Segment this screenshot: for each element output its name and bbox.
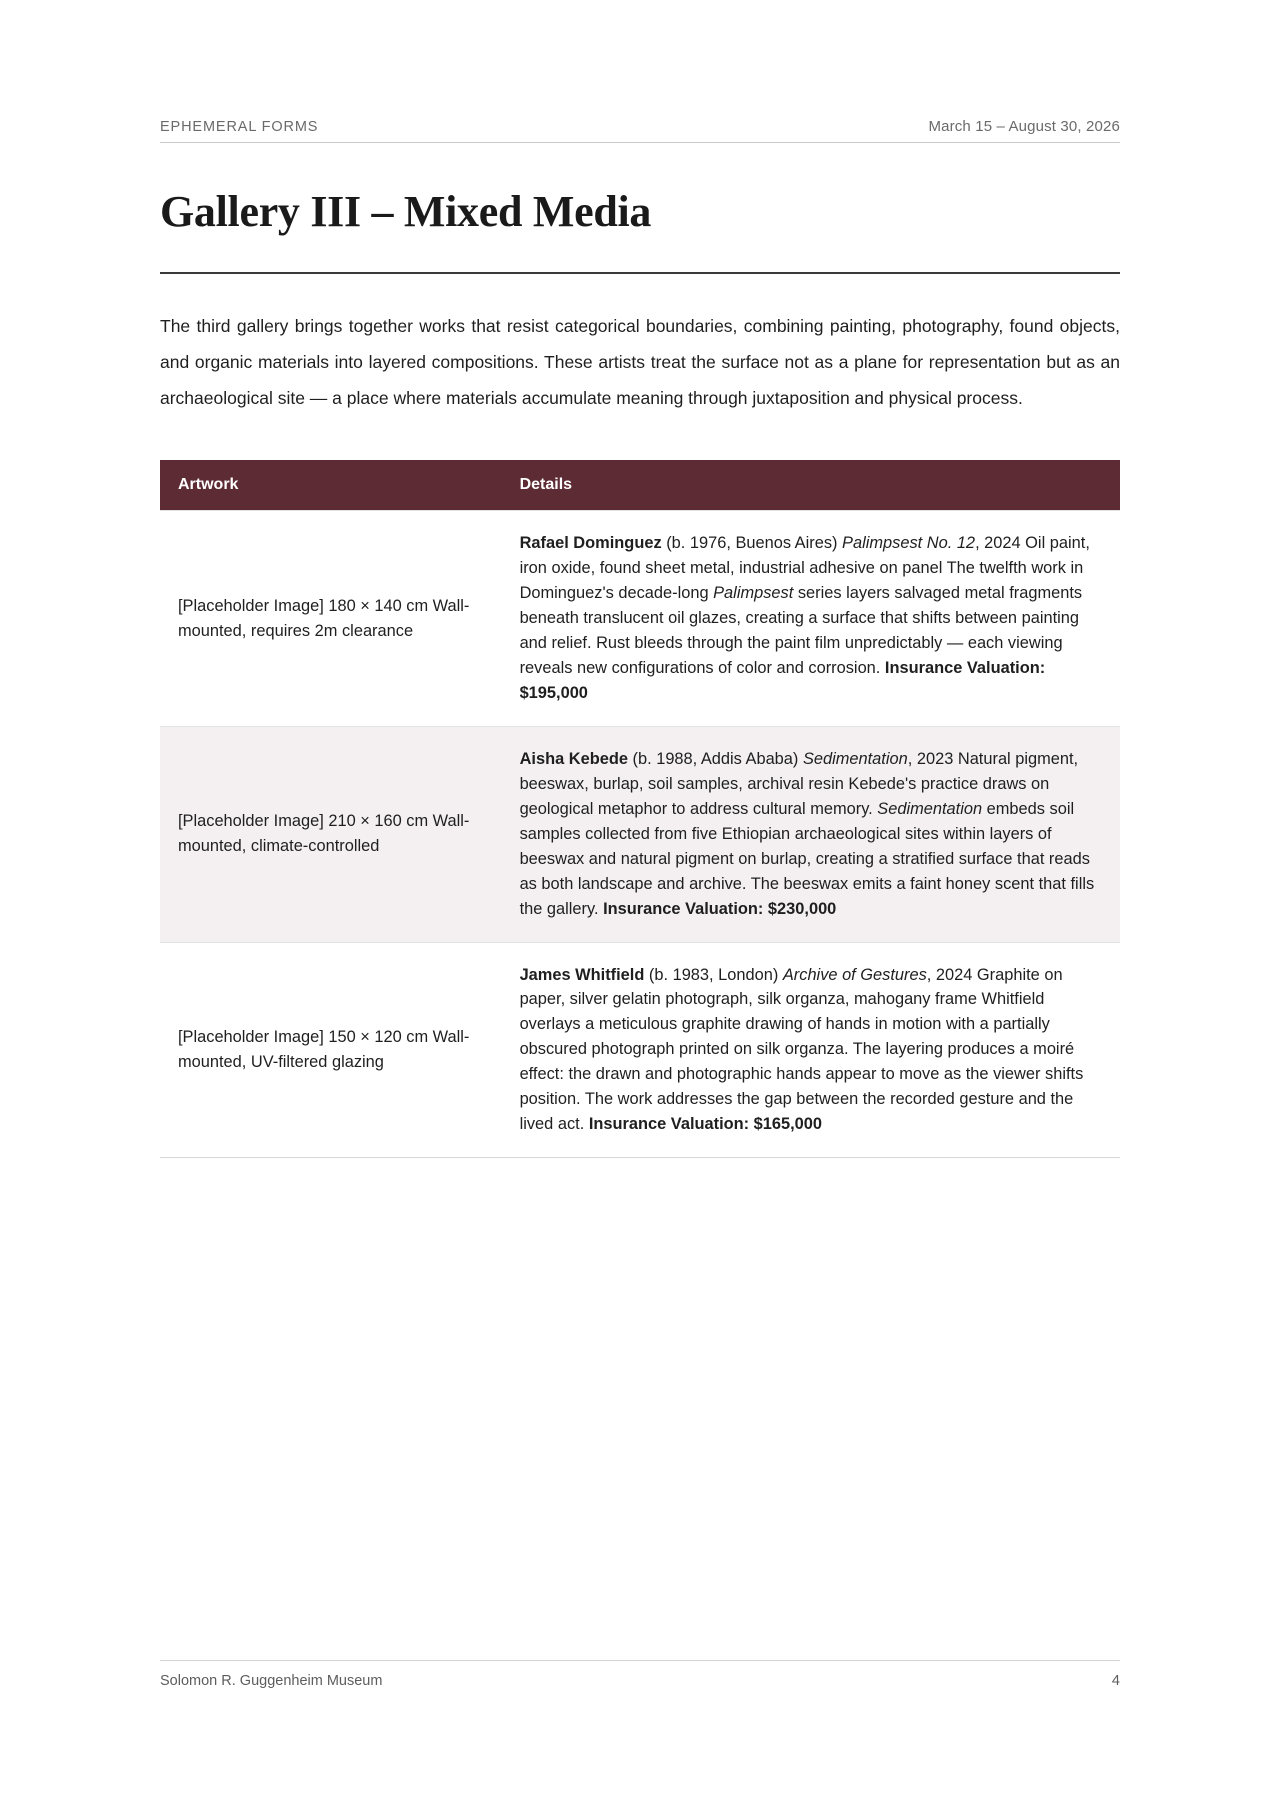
artist-birth: (b. 1983, London) xyxy=(644,965,783,984)
artwork-cell: [Placeholder Image] 150 × 120 cm Wall-mounted, UV-filtered glazing xyxy=(160,942,502,1158)
work-year-media: , 2024 Graphite on paper, silver gelatin photograph, silk organza, mahogany frame Whitfield overlays a meticulous graphite drawing of hands in motion with a partially obscured photograph printed on silk organza. The layering produces a moiré effect: the drawn and photographic hands appear to move as the viewer shifts position. The work addresses the gap between the recorded gesture and the lived act. xyxy=(519,965,1084,1134)
intro-paragraph: The third gallery brings together works that resist categorical boundaries, combining painting, photography, found objects, and organic materials into layered compositions. These artists treat the surface not as a plane for representation but as an archaeological site — a place where materials accumulate meaning through juxtaposition and physical process. xyxy=(160,316,1120,409)
page-content xyxy=(160,0,1120,1158)
table-row xyxy=(160,511,1120,727)
artwork-cell: [Placeholder Image] 180 × 140 cm Wall-mounted, requires 2m clearance xyxy=(160,511,502,727)
artwork-table xyxy=(160,460,1120,1158)
artist-name: Aisha Kebede xyxy=(519,749,628,768)
table-row xyxy=(160,942,1120,1158)
work-title: Archive of Gestures xyxy=(782,965,927,984)
artist-birth: (b. 1988, Addis Ababa) xyxy=(627,749,803,768)
footer-institution: Solomon R. Guggenheim Museum xyxy=(160,1673,383,1689)
table-head xyxy=(160,460,1120,511)
insurance-valuation: Insurance Valuation: $165,000 xyxy=(588,1115,823,1134)
column-header-artwork: Artwork xyxy=(160,460,502,511)
artist-birth: (b. 1976, Buenos Aires) xyxy=(661,534,843,553)
page-title: Gallery III – Mixed Media xyxy=(160,187,652,236)
work-description: embeds soil samples collected from five Ethiopian archaeological sites within layers of beeswax and natural pigment on burlap, creating a stratified surface that reads as both landscape and archive. The beeswax emits a faint honey scent that fills the gallery. xyxy=(519,799,1095,918)
series-name: Sedimentation xyxy=(877,799,983,818)
details-cell xyxy=(502,726,1120,942)
work-year-media: , 2024 Oil paint, iron oxide, found sheet metal, industrial adhesive on panel The twelfth work in Dominguez's decade-long xyxy=(519,534,1090,603)
artist-name: James Whitfield xyxy=(519,965,645,984)
details-cell xyxy=(502,511,1120,727)
table-header-row xyxy=(160,460,1120,511)
footer-page-number: 4 xyxy=(1111,1673,1120,1689)
title-divider xyxy=(160,272,1120,274)
series-name: Palimpsest xyxy=(713,584,794,603)
column-header-details: Details xyxy=(502,460,1120,511)
details-cell xyxy=(502,942,1120,1158)
insurance-valuation: Insurance Valuation: $195,000 xyxy=(519,659,1046,703)
page-footer xyxy=(160,1660,1120,1689)
work-title: Palimpsest No. 12 xyxy=(842,534,976,553)
work-description: series layers salvaged metal fragments beneath translucent oil glazes, creating a surface that shifts between painting and relief. Rust bleeds through the paint film unpredictably — each viewing reveals new configurations of color and corrosion. xyxy=(519,584,1083,678)
artwork-cell: [Placeholder Image] 210 × 160 cm Wall-mounted, climate-controlled xyxy=(160,726,502,942)
running-header xyxy=(160,118,1120,143)
running-header-left: EPHEMERAL FORMS xyxy=(160,119,319,135)
running-header-right: March 15 – August 30, 2026 xyxy=(928,118,1120,135)
work-title: Sedimentation xyxy=(802,749,908,768)
artist-name: Rafael Dominguez xyxy=(519,534,662,553)
table-body xyxy=(160,511,1120,1158)
work-year-media: , 2023 Natural pigment, beeswax, burlap, soil samples, archival resin Kebede's practice draws on geological metaphor to address cultural memory. xyxy=(519,749,1079,818)
table-row xyxy=(160,726,1120,942)
insurance-valuation: Insurance Valuation: $230,000 xyxy=(603,899,837,918)
